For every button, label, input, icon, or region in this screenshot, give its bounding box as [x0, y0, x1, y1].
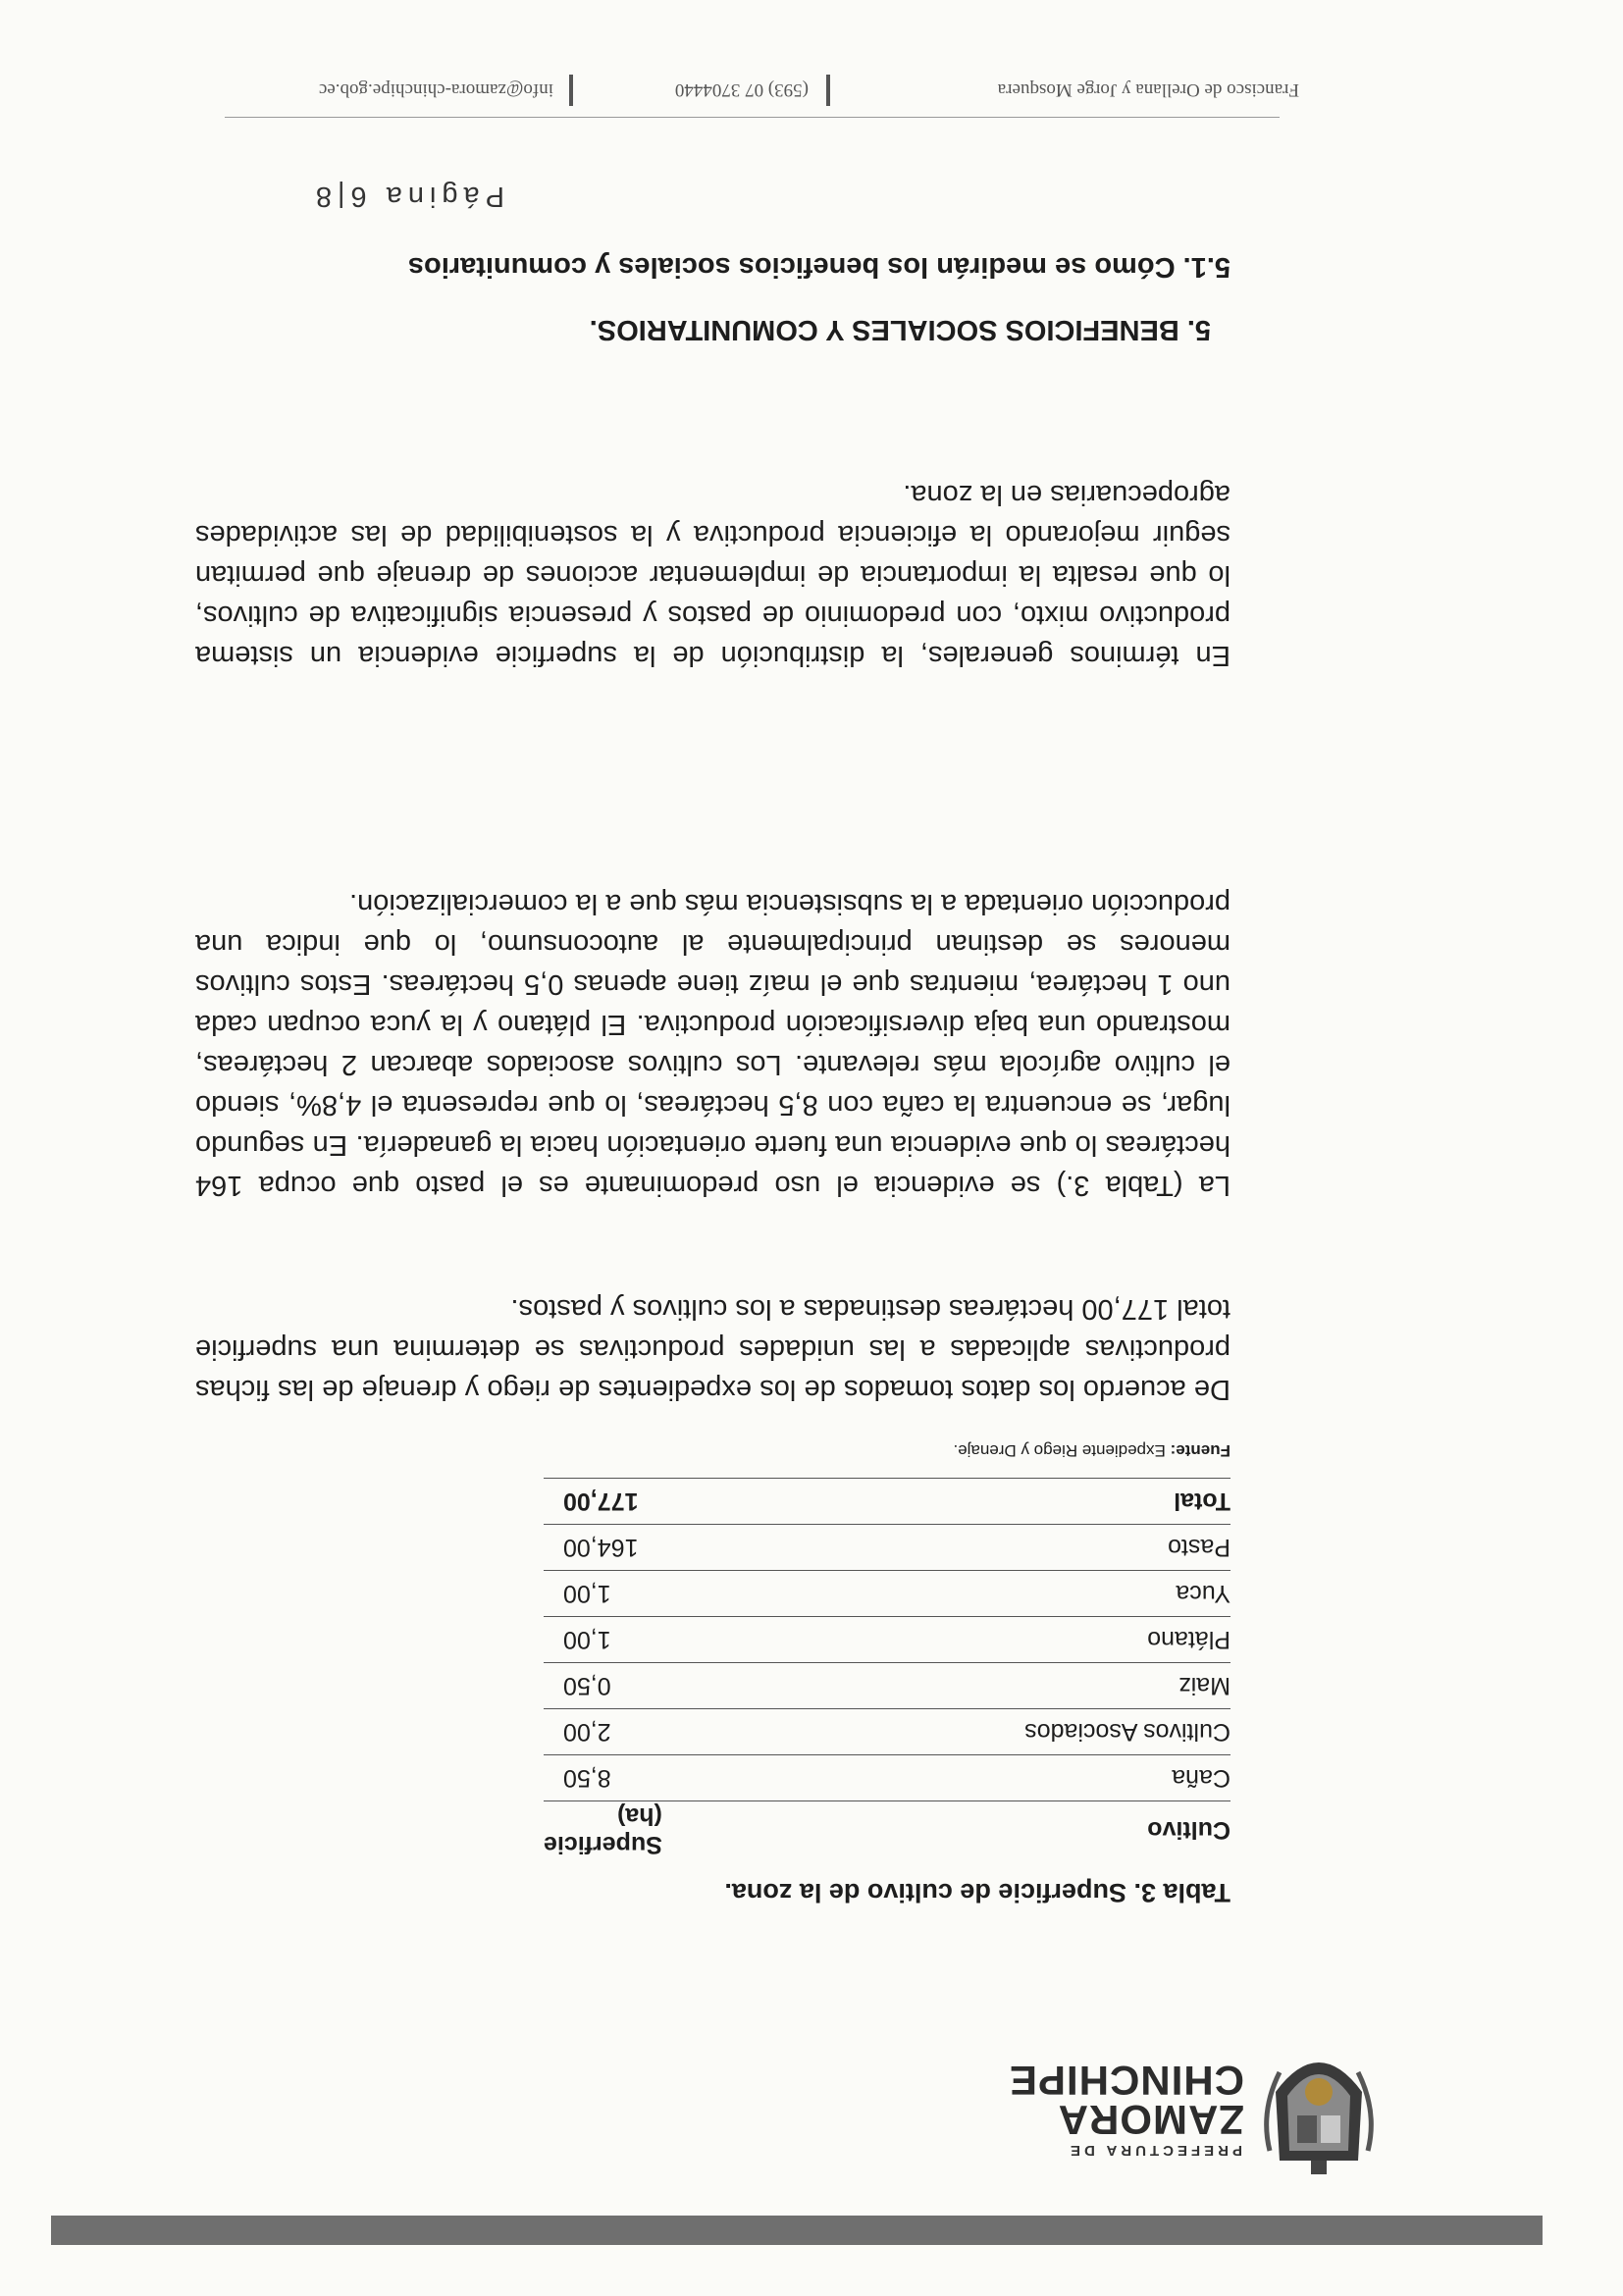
- footer-separator: [826, 75, 830, 106]
- crop-area: 8,50: [544, 1755, 839, 1801]
- crop-area-table: [544, 1478, 1230, 1858]
- table-row: [544, 1617, 1230, 1663]
- table-row: [544, 1709, 1230, 1755]
- crop-name: Pasto: [839, 1525, 1230, 1571]
- coat-of-arms-icon: [1260, 2033, 1378, 2180]
- table-row: [544, 1571, 1230, 1617]
- footer-phone: (593) 07 3704440: [674, 79, 809, 100]
- subsection-heading: 5.1. Cómo se medirán los beneficios sociales y comunitarios: [407, 251, 1230, 283]
- brand-line-1: ZAMORA: [1057, 2097, 1244, 2143]
- footer-separator: [569, 75, 573, 106]
- paragraph-conclusion: En términos generales, la distribución de la superficie evidencia un sistema productivo mixto, con predominio de pastos y presencia significativa de cultivos, lo que resalta la importancia de implementar acciones de drenaje que permitan seguir mejorando la eficiencia productiva y la sostenibilidad de las actividades agropecuarias en la zona.: [195, 479, 1230, 671]
- table-source: [953, 1440, 1230, 1460]
- table-row: [544, 1755, 1230, 1801]
- source-label: Fuente:: [1170, 1441, 1230, 1460]
- table-header-row: [544, 1801, 1230, 1859]
- column-header-crop: Cultivo: [839, 1801, 1230, 1859]
- brand-prefix: PREFECTURA DE: [1067, 2142, 1242, 2159]
- footer-address: Francisco de Orellana y Jorge Mosquera: [997, 79, 1299, 100]
- crop-area: 0,50: [544, 1663, 839, 1709]
- crop-area: 2,00: [544, 1709, 839, 1755]
- crop-name: Maiz: [839, 1663, 1230, 1709]
- prefecture-logo: [985, 2033, 1378, 2180]
- crop-name: Plátano: [839, 1617, 1230, 1663]
- header-bar: [51, 2216, 1543, 2245]
- total-label: Total: [839, 1479, 1230, 1525]
- crop-name: Caña: [839, 1755, 1230, 1801]
- page-number: Página 6|8: [309, 181, 504, 212]
- paragraph-analysis: La (Tabla 3.) se evidencia el uso predominante es el pasto que ocupa 164 hectáreas lo que evidencia una fuerte orientación hacia la ganadería. En segundo lugar, se encuentra la caña con 8,5 hectáreas, lo que representa el 4,8%, siendo el cultivo agrícola más relevante. Los cultivos asociados abarcan 2 hectáreas, mostrando una baja diversificación productiva. El plátano y la yuca ocupan cada uno 1 hectárea, mientras que el maíz tiene apenas 0,5 hectáreas. Estos cultivos menores se destinan principalmente al autoconsumo, lo que indica una producción orientada a la subsistencia más que a la comercialización.: [195, 888, 1230, 1201]
- brand-line-2: CHINCHIPE: [1008, 2058, 1244, 2104]
- crop-name: Yuca: [839, 1571, 1230, 1617]
- footer-divider: [225, 117, 1280, 118]
- crop-area: 1,00: [544, 1571, 839, 1617]
- footer-email: info@zamora-chinchipe.gob.ec: [318, 79, 553, 100]
- column-header-area: Superficie (ha): [544, 1801, 839, 1859]
- section-heading: 5. BENEFICIOS SOCIALES Y COMUNITARIOS.: [589, 314, 1211, 345]
- table-total-row: [544, 1479, 1230, 1525]
- table-row: [544, 1663, 1230, 1709]
- crop-area: 1,00: [544, 1617, 839, 1663]
- table-row: [544, 1525, 1230, 1571]
- crop-name: Cultivos Asociados: [839, 1709, 1230, 1755]
- total-value: 177,00: [544, 1479, 839, 1525]
- crop-area: 164,00: [544, 1525, 839, 1571]
- source-text: Expediente Riego y Drenaje.: [953, 1441, 1171, 1460]
- paragraph-intro: De acuerdo los datos tomados de los expedientes de riego y drenaje de las fichas productivas aplicadas a las unidades productivas se determina una superficie total 177,00 hectáreas destinadas a los cultivos y pastos.: [195, 1293, 1230, 1405]
- table-caption: Tabla 3. Superficie de cultivo de la zona.: [724, 1878, 1230, 1907]
